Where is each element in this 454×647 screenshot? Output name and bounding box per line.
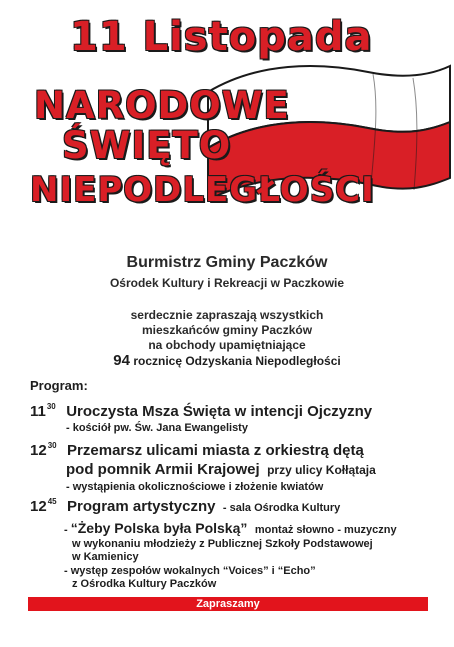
invitation-line-4 <box>0 352 454 369</box>
anniversary-text: rocznicę Odzyskania Niepodległości <box>133 354 341 368</box>
event-2-title-2: pod pomnik Armii Krajowej <box>66 461 260 478</box>
invitation-line-2: mieszkańców gminy Paczków <box>141 323 313 337</box>
event-2-row <box>30 441 364 460</box>
anniversary-number: 94 <box>113 352 130 369</box>
event-3-title-suffix: - sala Ośrodka Kultury <box>222 502 341 514</box>
headline-swieto: ŚWIĘTO <box>62 124 232 167</box>
invitation-line-3: na obchody upamiętniające <box>148 338 306 352</box>
event-2-time: $12^{30}$ <box>30 441 57 459</box>
event-3-title: Program artystyczny <box>67 498 216 515</box>
artistic-item-1-prefix: - <box>64 524 71 536</box>
organizer-culture-center: Ośrodek Kultury i Rekreacji w Paczkowie <box>109 276 345 290</box>
event-3-time: $12^{45}$ <box>30 497 57 515</box>
event-2-title-2-suffix: przy ulicy Kołłątaja <box>267 463 376 477</box>
artistic-item-1-line-3: w Kamienicy <box>72 551 139 563</box>
footer-invitation-bar: Zapraszamy <box>28 597 428 611</box>
artistic-item-1-rest: montaż słowno - muzyczny <box>254 524 397 536</box>
artistic-item-2-line-1: - występ zespołów wokalnych “Voices” i “Echo” <box>64 565 316 577</box>
event-2-row-2 <box>66 461 376 479</box>
artistic-item-1-line-2: w wykonaniu młodzieży z Publicznej Szkoły Podstawowej <box>72 538 373 550</box>
program-label: Program: <box>30 378 88 393</box>
headline-niepodleglosci: NIEPODLEGŁOŚCI <box>30 170 375 210</box>
event-2-title: Przemarsz ulicami miasta z orkiestrą dętą <box>67 442 364 459</box>
artistic-item-1 <box>64 520 397 538</box>
event-1-sub: - kościół pw. Św. Jana Ewangelisty <box>66 422 248 434</box>
event-1-title: Uroczysta Msza Święta w intencji Ojczyzny <box>66 403 373 420</box>
headline-date: 11 Listopada <box>70 14 373 60</box>
event-1-row <box>30 402 372 421</box>
invitation-line-1: serdecznie zapraszają wszystkich <box>130 308 324 322</box>
event-3-row <box>30 497 340 516</box>
organizer-mayor: Burmistrz Gminy Paczków <box>126 254 328 271</box>
event-1-time: $11^{30}$ <box>30 402 56 420</box>
headline-narodowe: NARODOWE <box>34 84 290 127</box>
event-2-sub: - wystąpienia okolicznościowe i złożenie kwiatów <box>66 481 324 493</box>
artistic-item-1-quote: “Żeby Polska była Polską” <box>70 520 248 536</box>
artistic-item-2-line-2: z Ośrodka Kultury Paczków <box>72 578 217 590</box>
